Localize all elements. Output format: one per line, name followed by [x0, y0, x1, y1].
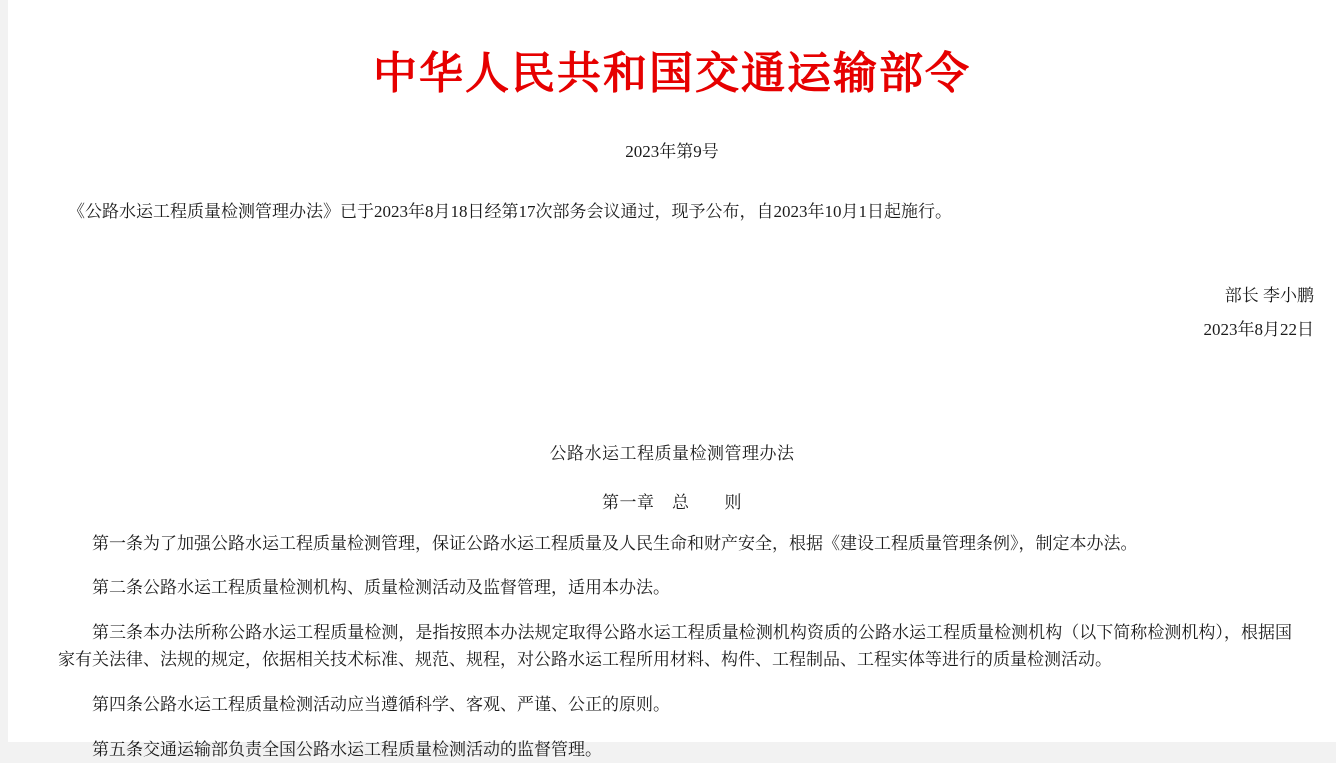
article-paragraph: 第五条交通运输部负责全国公路水运工程质量检测活动的监督管理。 — [92, 739, 602, 759]
article-paragraph: 第三条本办法所称公路水运工程质量检测，是指按照本办法规定取得公路水运工程质量检测机构资质的公路水运工程质量检测机构（以下简称检测机构），根据国家有关法律、法规的规定，依据相关技术标准、规范、规程，对公路水运工程所用材料、构件、工程制品、工程实体等进行的质量检测活动。 — [58, 622, 1292, 670]
regulation-title: 公路水运工程质量检测管理办法 — [549, 443, 795, 463]
article-paragraph: 第二条公路水运工程质量检测机构、质量检测活动及监督管理，适用本办法。 — [92, 578, 670, 598]
article-paragraph: 第一条为了加强公路水运工程质量检测管理，保证公路水运工程质量及人民生命和财产安全，根据《建设工程质量管理条例》，制定本办法。 — [92, 533, 1138, 553]
article-paragraph: 第四条公路水运工程质量检测活动应当遵循科学、客观、严谨、公正的原则。 — [92, 695, 670, 715]
signature-block — [8, 227, 1336, 347]
chapter-heading: 第一章 总 则 — [602, 492, 742, 512]
document-content — [8, 0, 1336, 759]
minister-signature: 部长 李小鹏 — [1224, 285, 1314, 305]
decree-number: 2023年第9号 — [625, 142, 719, 161]
document-title: 中华人民共和国交通运输部令 — [373, 49, 971, 98]
page-left-gutter — [0, 0, 8, 742]
signature-date: 2023年8月22日 — [1203, 319, 1314, 339]
promulgation-paragraph: 《公路水运工程质量检测管理办法》已于2023年8月18日经第17次部务会议通过，现予公布，自2023年10月1日起施行。 — [68, 202, 952, 221]
